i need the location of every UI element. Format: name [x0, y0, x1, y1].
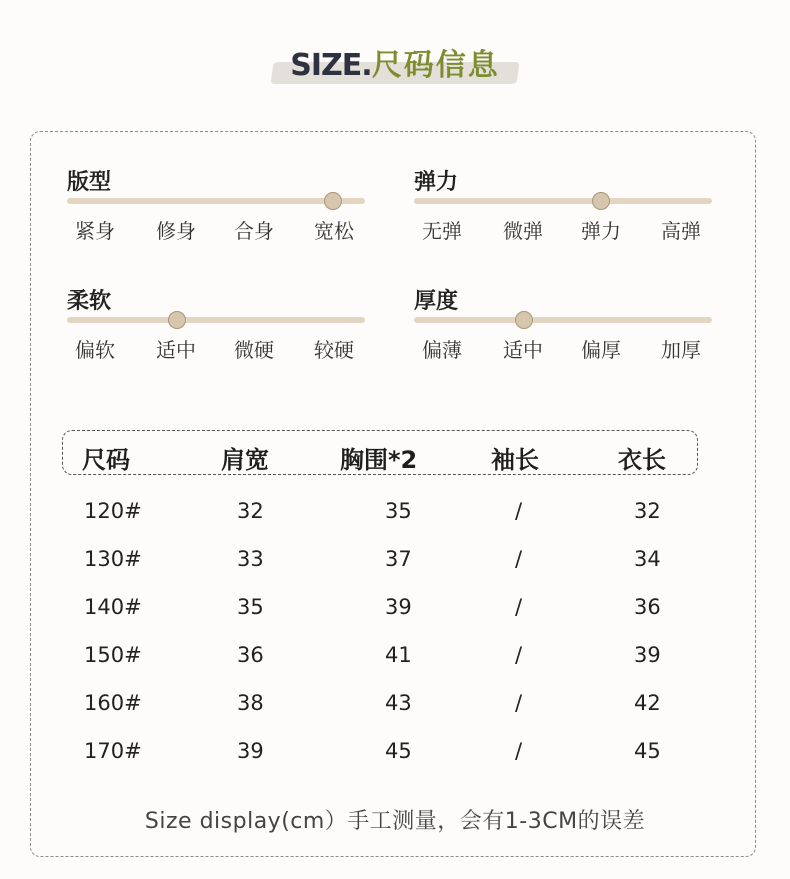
slider-options — [414, 215, 714, 243]
table-cell: 35 — [237, 595, 264, 619]
slider-track — [414, 317, 712, 323]
slider-knob — [168, 311, 186, 329]
column-header-size: 尺码 — [82, 446, 130, 474]
slider-option: 高弹 — [661, 219, 701, 243]
page-title — [290, 48, 499, 83]
page-title-cn: 尺码信息 — [371, 48, 500, 83]
table-cell: 120# — [84, 499, 142, 523]
slider-options — [67, 334, 367, 362]
slider-option: 适中 — [503, 338, 543, 362]
slider-track — [414, 198, 712, 204]
table-cell: 45 — [385, 739, 412, 763]
slider-option: 微硬 — [234, 338, 274, 362]
table-cell: / — [515, 547, 523, 571]
table-cell: 33 — [237, 547, 264, 571]
slider-option: 较硬 — [314, 338, 354, 362]
table-cell: 39 — [634, 643, 661, 667]
slider-option: 修身 — [156, 219, 196, 243]
slider-label: 厚度 — [414, 289, 459, 314]
table-cell: 39 — [385, 595, 412, 619]
slider-thickness — [414, 284, 714, 362]
table-cell: 37 — [385, 547, 412, 571]
table-cell: 140# — [84, 595, 142, 619]
table-cell: / — [515, 691, 523, 715]
slider-options — [67, 215, 367, 243]
slider-option: 合身 — [234, 219, 274, 243]
table-cell: 130# — [84, 547, 142, 571]
slider-option: 偏软 — [75, 338, 115, 362]
column-header-chest: 胸围*2 — [340, 446, 418, 474]
slider-track — [67, 198, 365, 204]
column-header-sleeve: 袖长 — [491, 446, 539, 474]
slider-option: 偏厚 — [581, 338, 621, 362]
slider-option: 加厚 — [661, 338, 701, 362]
slider-label: 柔软 — [67, 289, 112, 314]
slider-elasticity — [414, 165, 714, 243]
slider-options — [414, 334, 714, 362]
table-cell: 36 — [634, 595, 661, 619]
size-table-header — [62, 430, 698, 475]
slider-label: 弹力 — [414, 170, 459, 195]
slider-option: 宽松 — [314, 219, 354, 243]
slider-option: 适中 — [156, 338, 196, 362]
table-cell: 32 — [634, 499, 661, 523]
table-cell: / — [515, 739, 523, 763]
slider-track — [67, 317, 365, 323]
slider-softness — [67, 284, 367, 362]
table-cell: / — [515, 499, 523, 523]
table-cell: 42 — [634, 691, 661, 715]
table-cell: 150# — [84, 643, 142, 667]
table-cell: 35 — [385, 499, 412, 523]
slider-knob — [592, 192, 610, 210]
slider-option: 偏薄 — [422, 338, 462, 362]
slider-option: 无弹 — [422, 219, 462, 243]
slider-option: 紧身 — [75, 219, 115, 243]
column-header-length: 衣长 — [618, 446, 666, 474]
table-cell: 36 — [237, 643, 264, 667]
title-wrap — [0, 40, 790, 84]
slider-knob — [324, 192, 342, 210]
table-cell: / — [515, 595, 523, 619]
table-cell: 45 — [634, 739, 661, 763]
table-cell: 38 — [237, 691, 264, 715]
slider-option: 弹力 — [581, 219, 621, 243]
column-header-shoulder: 肩宽 — [221, 446, 269, 474]
page-title-en: SIZE. — [290, 48, 372, 83]
measurement-note: Size display(cm）手工测量，会有1-3CM的误差 — [144, 809, 646, 834]
table-cell: 32 — [237, 499, 264, 523]
slider-fit — [67, 165, 367, 243]
table-cell: 34 — [634, 547, 661, 571]
table-cell: 43 — [385, 691, 412, 715]
table-cell: 41 — [385, 643, 412, 667]
slider-option: 微弹 — [503, 219, 543, 243]
table-cell: 170# — [84, 739, 142, 763]
slider-knob — [515, 311, 533, 329]
table-cell: 39 — [237, 739, 264, 763]
table-cell: 160# — [84, 691, 142, 715]
slider-label: 版型 — [67, 170, 112, 195]
table-cell: / — [515, 643, 523, 667]
